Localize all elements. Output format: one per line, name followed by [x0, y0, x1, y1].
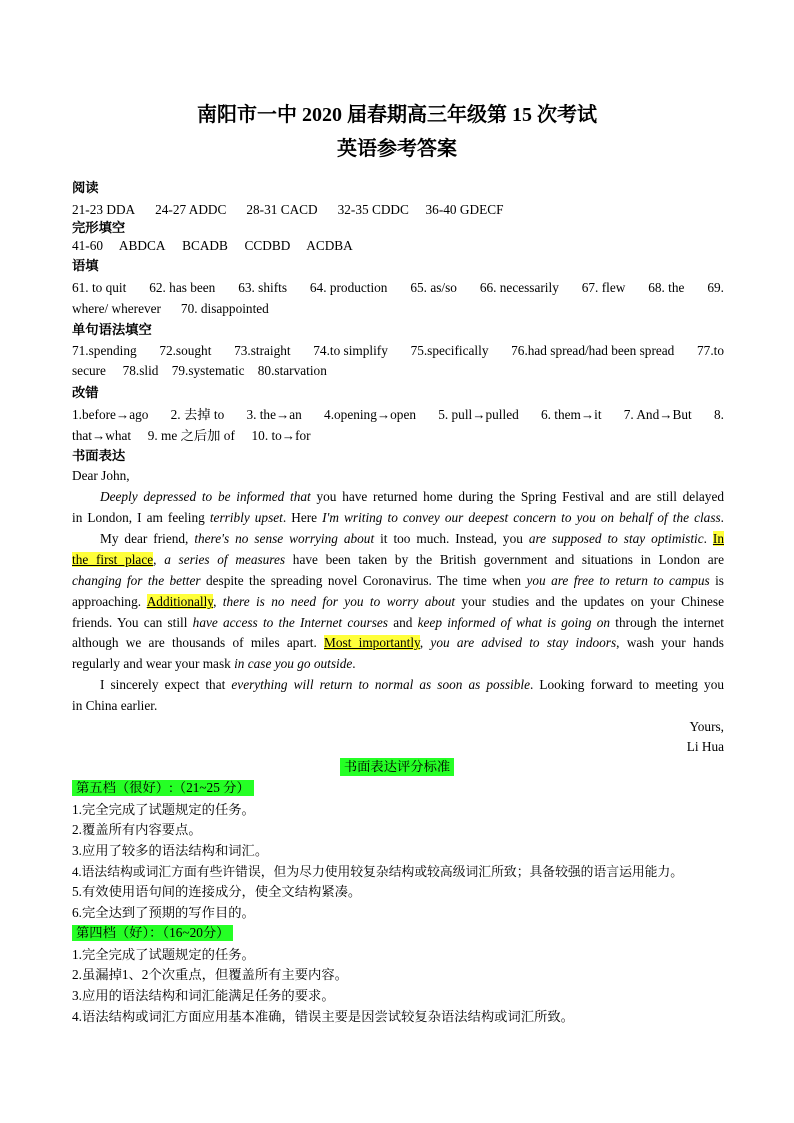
grammar-line-2 — [72, 301, 724, 317]
correction-answer: 5. pull→pulled — [438, 407, 519, 422]
key-phrase: you are advised to stay indoors — [430, 635, 617, 650]
highlighted-transition: Most importantly — [324, 635, 420, 650]
grammar-line-1 — [72, 280, 724, 296]
exam-title: 南阳市一中 2020 届春期高三年级第 15 次考试 — [197, 104, 597, 126]
correction-answer: 1.before→ago — [72, 407, 149, 422]
text-run: and — [387, 615, 418, 630]
key-phrase: keep informed of what is going on — [417, 615, 611, 630]
text-run: , wash your hands — [616, 635, 724, 650]
correction-answer: that→what — [72, 428, 132, 443]
grammar-answer: 68. the — [648, 280, 685, 295]
cloze-answer: CCDBD — [244, 238, 291, 253]
text-run: you have returned home during the Spring Festival and are still delayed — [310, 489, 724, 504]
reading-answer: 36-40 GDECF — [425, 202, 504, 217]
grammar-answer: 69. — [707, 280, 724, 295]
cloze-answer: ABDCA — [118, 238, 166, 253]
tier5-label: 第五档（很好）:（21~25 分） — [72, 780, 254, 796]
reading-answers — [72, 202, 724, 218]
correction-answer: 10. to→for — [251, 428, 311, 443]
key-phrase: everything will return to normal as soon as possible — [231, 677, 530, 692]
sentence-fill-line-2 — [72, 363, 724, 379]
grammar-answer: 67. flew — [581, 280, 626, 295]
letter-closing: Yours, — [689, 719, 724, 734]
key-phrase: Deeply depressed to be informed that — [100, 489, 311, 504]
tier5-item: 6.完全达到了预期的写作目的。 — [72, 905, 255, 920]
text-run: approaching. — [72, 594, 147, 609]
tier4-item: 4.语法结构或词汇方面应用基本准确，错误主要是因尝试较复杂语法结构或词汇所致。 — [72, 1009, 574, 1024]
criteria-title: 书面表达评分标准 — [340, 758, 454, 776]
sentence-fill-answer: 78.slid — [122, 363, 159, 378]
key-phrase: I'm writing to convey our deepest concern to you on behalf of the class — [322, 510, 721, 525]
key-phrase: terribly upset — [209, 510, 283, 525]
text-run: regularly and wear your mask — [72, 656, 235, 671]
letter-signature: Li Hua — [686, 739, 724, 754]
grammar-answer: 63. shifts — [238, 280, 287, 295]
text-run: despite the spreading novel Coronavirus. The time when — [200, 573, 527, 588]
cloze-answer: BCADB — [182, 238, 228, 253]
correction-answer: 8. — [713, 407, 724, 422]
grammar-answer: where/ wherever — [72, 301, 161, 316]
tier4-label-row — [72, 925, 724, 941]
text-run: is — [709, 573, 724, 588]
text-run: . Looking forward to meeting you — [529, 677, 724, 692]
highlighted-transition: the first place — [72, 552, 154, 567]
writing-heading: 书面表达 — [72, 448, 126, 463]
letter-p1-line-1 — [72, 489, 724, 505]
correction-answer: 4.opening→open — [324, 407, 417, 422]
text-run: , — [153, 552, 165, 567]
tier4-item: 1.完全完成了试题规定的任务。 — [72, 947, 255, 962]
sentence-fill-answer: 73.straight — [234, 343, 291, 358]
key-phrase: there's no sense worrying about — [194, 531, 375, 546]
sentence-fill-line-1 — [72, 343, 724, 359]
text-run: . — [720, 510, 724, 525]
key-phrase: have access to the Internet courses — [192, 615, 388, 630]
grammar-heading: 语填 — [72, 258, 99, 273]
text-run: your studies and the updates on your Chinese — [455, 594, 725, 609]
answer-key-title: 英语参考答案 — [337, 138, 457, 160]
letter-p1-line-2 — [72, 510, 724, 526]
sentence-fill-answer: secure — [72, 363, 106, 378]
sentence-fill-answer: 77.to — [697, 343, 724, 358]
text-run: , — [419, 635, 431, 650]
letter-p2-line-7 — [72, 656, 724, 672]
cloze-answer: 41-60 — [72, 238, 104, 253]
text-run: have been taken by the British government and situations in London are — [285, 552, 724, 567]
sentence-fill-answer: 75.specifically — [410, 343, 489, 358]
correction-heading: 改错 — [72, 385, 99, 400]
grammar-answer: 70. disappointed — [180, 301, 269, 316]
correction-answer: 6. them→it — [540, 407, 602, 422]
cloze-answer: ACDBA — [306, 238, 353, 253]
letter-p3-line-1 — [72, 677, 724, 693]
cloze-answers — [72, 238, 724, 254]
correction-answer: 3. the→an — [246, 407, 302, 422]
key-phrase: changing for the better — [72, 573, 201, 588]
text-run: although we are thousands of miles apart. — [72, 635, 325, 650]
tier4-item: 3.应用的语法结构和词汇能满足任务的要求。 — [72, 988, 335, 1003]
key-phrase: a series of measures — [164, 552, 286, 567]
text-run: , — [213, 594, 223, 609]
letter-p3-line-2: in China earlier. — [72, 698, 158, 713]
key-phrase: you are free to return to campus — [526, 573, 710, 588]
text-run: . — [703, 531, 713, 546]
text-run: it too much. Instead, you — [374, 531, 529, 546]
letter-p2-line-2 — [72, 552, 724, 568]
letter-p2-line-5 — [72, 615, 724, 631]
reading-heading: 阅读 — [72, 180, 99, 195]
reading-answer: 24-27 ADDC — [155, 202, 227, 217]
tier5-item: 3.应用了较多的语法结构和词汇。 — [72, 843, 269, 858]
tier5-item: 4.语法结构或词汇方面有些许错误，但为尽力使用较复杂结构或较高级词汇所致；具备较强的语言运用能力。 — [72, 865, 684, 879]
tier4-item: 2.虽漏掉1、2个次重点，但覆盖所有主要内容。 — [72, 967, 348, 982]
tier4-label: 第四档（好）：（16~20分） — [72, 925, 233, 941]
grammar-answer: 66. necessarily — [479, 280, 559, 295]
correction-line-2 — [72, 428, 724, 444]
tier5-item: 5.有效使用语句间的连接成分，使全文结构紧凑。 — [72, 884, 362, 899]
text-run: My dear friend, — [100, 531, 195, 546]
tier5-item: 2.覆盖所有内容要点。 — [72, 822, 202, 837]
text-run: in London, I am feeling — [72, 510, 210, 525]
highlighted-transition: In — [712, 531, 724, 546]
sentence-fill-answer: 79.systematic — [171, 363, 245, 378]
grammar-answer: 61. to quit — [72, 280, 127, 295]
letter-p2-line-6 — [72, 635, 724, 651]
grammar-answer: 65. as/so — [410, 280, 457, 295]
letter-p2-line-4 — [72, 594, 724, 610]
tier5-label-row — [72, 780, 724, 796]
sentence-fill-answer: 72.sought — [159, 343, 212, 358]
cloze-heading: 完形填空 — [72, 220, 126, 235]
correction-answer: 2. 去掉 to — [170, 407, 225, 422]
correction-answer: 7. And→But — [623, 407, 692, 422]
text-run: . — [352, 656, 356, 671]
sentence-fill-heading: 单句语法填空 — [72, 322, 152, 337]
text-run: . Here — [282, 510, 323, 525]
sentence-fill-answer: 74.to simplify — [313, 343, 388, 358]
reading-answer: 21-23 DDA — [72, 202, 136, 217]
key-phrase: there is no need for you to worry about — [222, 594, 456, 609]
key-phrase: in case you go outside — [234, 656, 353, 671]
highlighted-transition: Additionally — [146, 594, 214, 609]
sentence-fill-answer: 76.had spread/had been spread — [511, 343, 675, 358]
letter-p2-line-3 — [72, 573, 724, 589]
reading-answer: 32-35 CDDC — [337, 202, 409, 217]
correction-line-1 — [72, 407, 724, 423]
letter-p2-line-1 — [72, 531, 724, 547]
correction-answer: 9. me 之后加 of — [147, 428, 235, 443]
text-run: through the internet — [610, 615, 724, 630]
letter-salutation: Dear John, — [72, 468, 130, 483]
reading-answer: 28-31 CACD — [246, 202, 318, 217]
tier5-item: 1.完全完成了试题规定的任务。 — [72, 802, 255, 817]
sentence-fill-answer: 80.starvation — [257, 363, 327, 378]
grammar-answer: 64. production — [309, 280, 388, 295]
grammar-answer: 62. has been — [149, 280, 216, 295]
key-phrase: are supposed to stay optimistic — [528, 531, 704, 546]
sentence-fill-answer: 71.spending — [72, 343, 137, 358]
text-run: I sincerely expect that — [100, 677, 232, 692]
text-run: friends. You can still — [72, 615, 193, 630]
